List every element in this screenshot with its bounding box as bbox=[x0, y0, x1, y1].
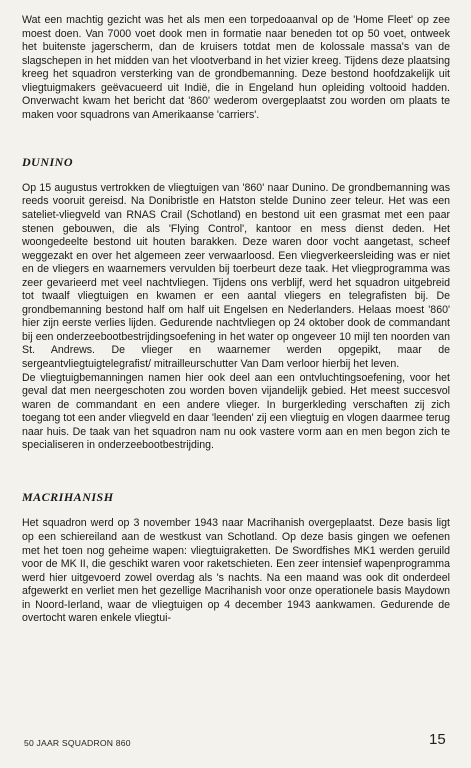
section-heading-dunino: DUNINO bbox=[22, 155, 73, 170]
dunino-paragraph-2: De vliegtuigbemanningen namen hier ook deel aan een ontvluchtingsoefening, voor het geval dat men neergeschoten zou worden boven vijandelijk gebied. Het meest succesvol waren de commandant en een andere vlieger. In burgerkleding verschaften zij zich toegang tot een ander vliegveld en daar 'leenden' zij een vliegtuig en vlogen daarmee terug naar huis. De taak van het squadron nam nu ook vastere vorm aan en men begon zich te specialiseren in onderzeebootbestrijding. bbox=[22, 371, 450, 452]
intro-paragraph: Wat een machtig gezicht was het als men een torpedoaanval op de 'Home Fleet' op zee moest doen. Van 7000 voet dook men in formatie naar beneden tot op 50 voet, ontweek het buitenste jagerscherm, dan de kruisers totdat men de kolossale massa's van de slagschepen in het midden van het vlootverband in het vizier kreeg. Tijdens deze plaatsing kreeg het squadron versterking van de grondbemanning. Deze bestond hoofdzakelijk uit vliegtuigmakers geëvacueerd uit Indië, die in Engeland hun opleiding voltooid hadden. Onverwacht kwam het bericht dat '860' wederom overgeplaatst zou worden om plaats te maken voor squadrons van Amerikaanse 'carriers'. bbox=[22, 14, 450, 121]
dunino-paragraph-1: Op 15 augustus vertrokken de vliegtuigen van '860' naar Dunino. De grondbemanning was reeds vooruit gereisd. Na Donibristle en Hatston stelde Dunino zeer teleur. Het was een sateliet-vliegveld van RNAS Crail (Schotland) en bestond uit een grasmat met een paar stenen gebouwen, die als 'Flying Control', kantoor en mess dienst deden. Het woongedeelte bestond uit houten barakken. Deze waren door vocht aangetast, scheef weggezakt en over het algemeen zeer verwaarloosd. Een vliegverkeersleiding was er niet en de vliegers en waarnemers vervulden bij toerbeurt deze taak. Het vliegprogramma was zeer gevarieerd met veel nachtvliegen. Tijdens ons verblijf, werd het squadron uitgebreid tot twaalf vliegtuigen en kwamen er een aantal vliegers en telegrafisten bij. De grondbemanning bestond half om half uit Engelsen en Nederlanders. Helaas moest '860' hier zijn eerste verlies lijden. Gedurende nachtvliegen op 24 oktober dook de commandant bij een onderzeebootbestrijdingsoefening in het water op ongeveer 10 mijl ten noorden van St. Andrews. De vlieger en waarnemer werden opgepikt, maar de sergeantvliegtuigtelegrafist/ mitrailleurschutter Van Dam verloor hierbij het leven. bbox=[22, 181, 450, 371]
section-heading-macrihanish: MACRIHANISH bbox=[22, 489, 114, 504]
macrihanish-paragraph: Het squadron werd op 3 november 1943 naar Macrihanish overgeplaatst. Deze basis ligt op een schiereiland aan de westkust van Schotland. Op deze basis gingen we oefenen met het toen nog geheime wapen: vliegtuigraketten. De Swordfishes MK1 werden geruild voor de MK II, die geschikt waren voor raketschieten. Een zeer intensief wapenprogramma werd hier uitgevoerd zowel overdag als 's nachts. Na een maand was ook dit onderdeel afgewerkt en verliet men het gezellige Macrihanish voor onze operationele basis Maydown in Noord-Ierland, waar de vliegtuigen op 4 december 1943 aankwamen. Gedurende de overtocht waren enkele vliegtui- bbox=[22, 517, 450, 625]
footer-book-title: 50 JAAR SQUADRON 860 bbox=[24, 738, 131, 748]
page-number: 15 bbox=[429, 731, 446, 748]
page-content bbox=[22, 14, 450, 626]
